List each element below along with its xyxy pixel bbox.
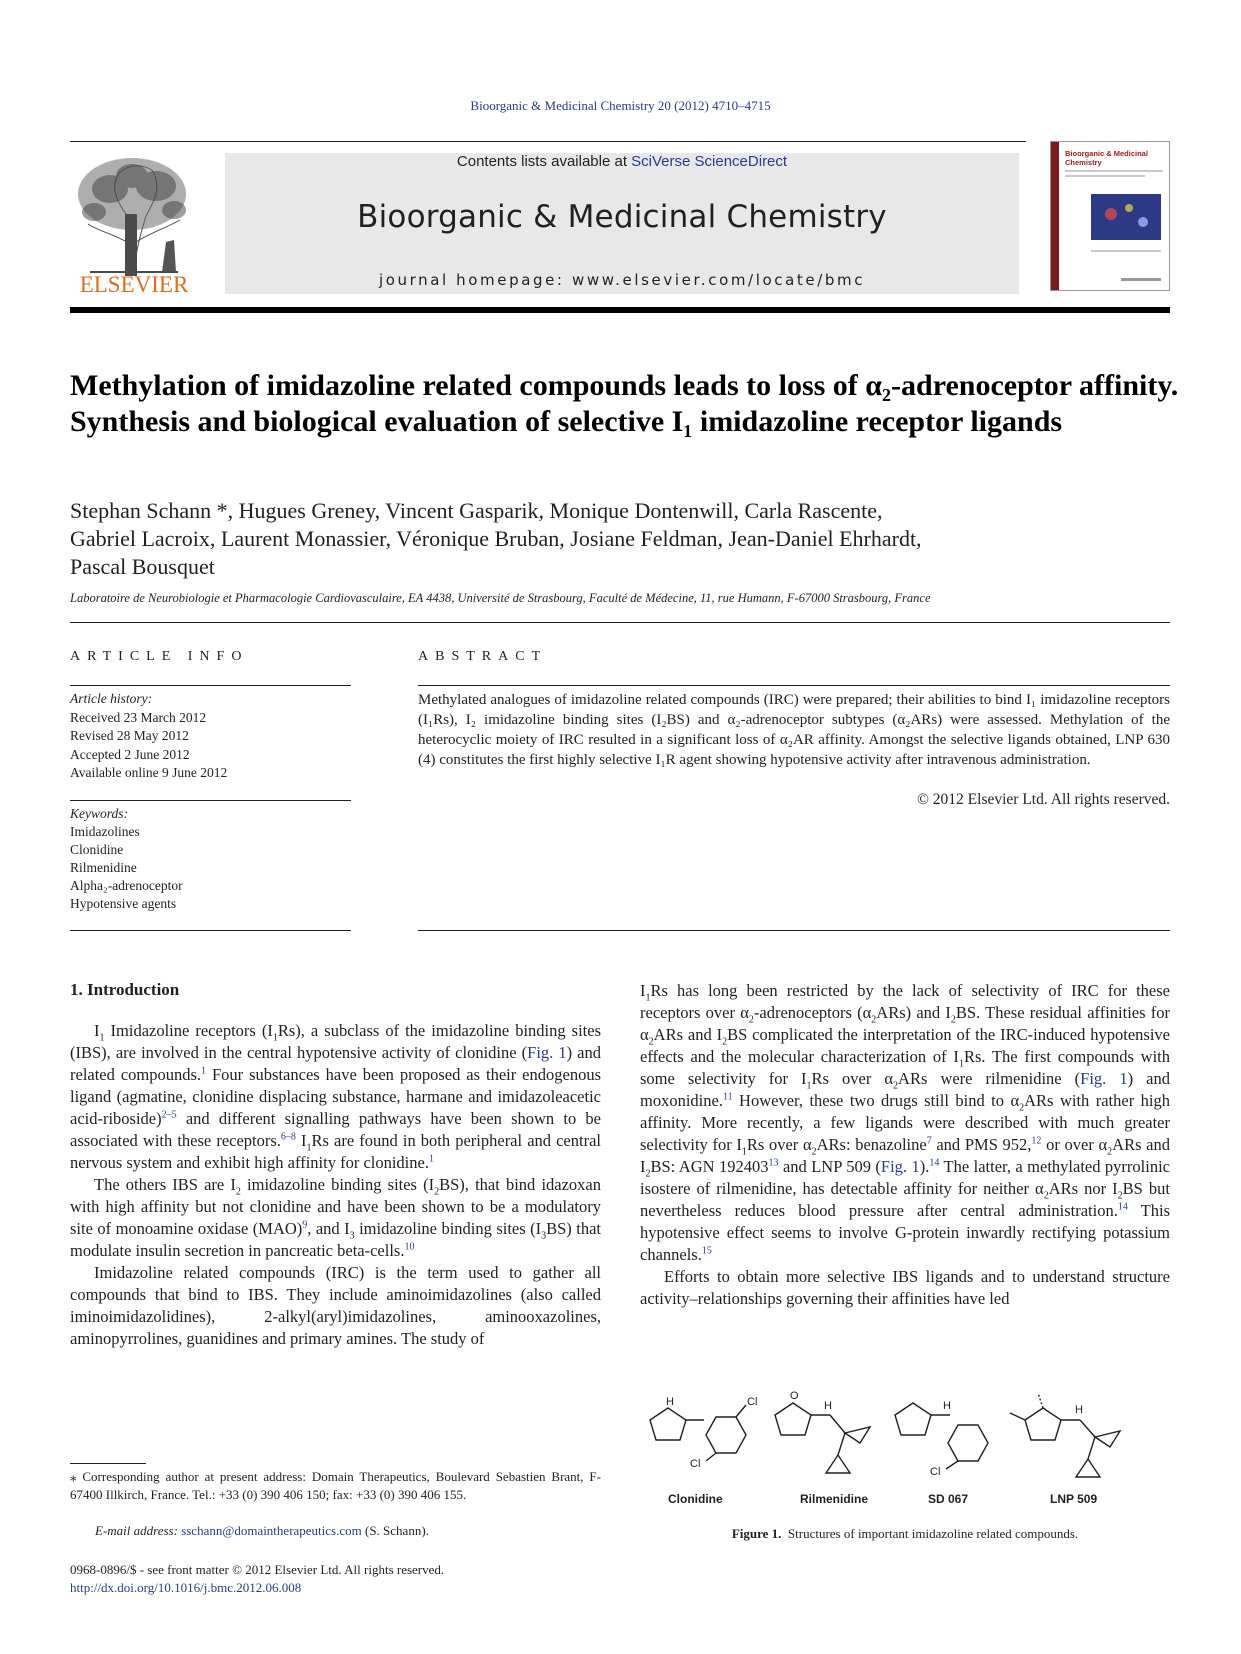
svg-text:Bioorganic & Medicinal: Bioorganic & Medicinal	[1065, 149, 1148, 158]
citation[interactable]: 6–8	[280, 1131, 296, 1143]
abstract-text: Methylated analogues of imidazoline related compounds (IRC) were prepared; their abilities to bind I₁ imidazoline receptors (I₁Rs), I₂ imidazoline binding sites (I₂BS) and α₂-adrenoceptor subtypes (α₂ARs) were assessed. Methylation of the heterocyclic moiety of IRC resulted in a significant loss of α₂AR affinity. Amongst the selective ligands obtained, LNP 630 (4) constitutes the first highly selective I₁R agent showing hypotensive activity after intravenous administration.	[418, 692, 1170, 768]
sciverse-link[interactable]: SciVerse ScienceDirect	[631, 153, 788, 170]
contents-prefix: Contents lists available at	[456, 153, 632, 170]
body-right-column	[640, 980, 1170, 1310]
body-left-column	[70, 1020, 601, 1350]
lnp509-structure	[1010, 1393, 1120, 1477]
keyword-item: Hypotensive agents	[70, 896, 177, 911]
revised-date: Revised 28 May 2012	[70, 728, 189, 743]
figure-label-clonidine: Clonidine	[668, 1492, 723, 1506]
journal-title: Bioorganic & Medicinal Chemistry	[357, 199, 887, 235]
citation[interactable]: 11	[722, 1091, 733, 1103]
issn-line: 0968-0896/$ - see front matter © 2012 Elsevier Ltd. All rights reserved.	[70, 1562, 445, 1577]
info-bottom-rule	[70, 930, 351, 931]
keyword-item: Alpha₂-adrenoceptor	[70, 878, 183, 893]
footnote-rule	[70, 1463, 146, 1464]
svg-text:Chemistry: Chemistry	[1065, 158, 1102, 167]
email-link[interactable]: sschann@domaintherapeutics.com	[181, 1523, 362, 1538]
doi-link[interactable]: http://dx.doi.org/10.1016/j.bmc.2012.06.008	[70, 1580, 302, 1595]
author-list	[70, 497, 1170, 581]
figure-label-rilmenidine: Rilmenidine	[800, 1492, 869, 1506]
corresponding-author-note: ⁎ Corresponding author at present address: Domain Therapeutics, Boulevard Sebastien Brant, F-67400 Illkirch, France. Tel.: +33 (0) 390 406 150; fax: +33 (0) 390 406 155.	[70, 1469, 601, 1502]
figure-ref[interactable]: Fig. 1	[1080, 1069, 1128, 1088]
paragraph: The others IBS are $I_2$ imidazoline binding sites $(I_2BS)$, that bind idazoxan with high affinity but not clonidine and have been shown to be a modulatory site of monoamine oxidase (MAO)$^9$, and $I_3$ imidazoline binding sites $(I_3BS)$ that modulate insulin secretion in pancreatic beta-cells.$^{10}$	[70, 1175, 602, 1260]
affiliation-rule	[70, 622, 1170, 623]
article-title: Methylation of imidazoline related compounds leads to loss of α₂-adrenoceptor affinity. Synthesis and biological evaluation of selective I₁ imidazoline receptor ligands	[70, 369, 1179, 438]
svg-text:H: H	[824, 1400, 832, 1412]
svg-text:Cl: Cl	[930, 1466, 941, 1478]
citation[interactable]: 9	[302, 1219, 308, 1231]
keywords-rule	[70, 800, 351, 801]
figure-1-structures	[640, 1375, 1170, 1515]
figure-label-sd067: SD 067	[928, 1492, 969, 1506]
citation[interactable]: 14	[1117, 1201, 1128, 1213]
citation[interactable]: 2–5	[161, 1109, 177, 1121]
journal-reference[interactable]: Bioorganic & Medicinal Chemistry 20 (2012) 4710–4715	[470, 98, 771, 113]
article-info-rule	[70, 685, 351, 686]
keyword-item: Clonidine	[70, 842, 124, 857]
figure-ref[interactable]: Fig. 1	[880, 1157, 920, 1176]
abstract-heading: ABSTRACT	[418, 649, 548, 664]
svg-text:Cl: Cl	[747, 1396, 758, 1408]
authors-line-1[interactable]: Stephan Schann *, Hugues Greney, Vincent Gasparik, Monique Dontenwill, Carla Rascente,	[70, 498, 883, 523]
svg-text:Cl: Cl	[690, 1458, 701, 1470]
online-date: Available online 9 June 2012	[70, 765, 228, 780]
citation[interactable]: 12	[1031, 1135, 1042, 1147]
figure-caption-text: Structures of important imidazoline related compounds.	[787, 1526, 1079, 1541]
authors-line-3[interactable]: Pascal Bousquet	[70, 554, 215, 579]
section-heading: 1. Introduction	[70, 980, 180, 999]
email-suffix: (S. Schann).	[365, 1523, 429, 1538]
citation[interactable]: 7	[926, 1135, 932, 1147]
paragraph: $I_1Rs$ has long been restricted by the lack of selectivity of IRC for these receptors over $\alpha_2$-adrenoceptors $(\alpha_2ARs)$ and $I_2BS$. These residual affinities for $\alpha_2ARs$ and $I_2BS$ complicated the interpretation of the IRC-induced hypotensive effects and the molecular characterization of $I_1Rs$. The first compounds with some selectivity for $I_1Rs$ over $\alpha_2ARs$ were rilmenidine (Fig. 1) and moxonidine.$^{11}$ However, these two drugs still bind to $\alpha_2ARs$ with rather high affinity. More recently, a few ligands were described with much greater selectivity for $I_1Rs$ over $\alpha_2ARs$: benazoline$^7$ and PMS 952,12 or over $\alpha_2ARs$ and $I_2BS$: AGN 192403$^{13}$ and LNP 509 (Fig. 1).$^{14}$ The latter, a methylated pyrrolinic isostere of rilmenidine, has detectable affinity for neither $\alpha_2ARs$ nor $I_2BS$ but nevertheless reduces blood pressure after central administration.$^{14}$ This hypotensive effect seems to involve G-protein inwardly rectifying potassium channels.$^{15}$	[640, 981, 1171, 1264]
email-label: E-mail address:	[95, 1523, 178, 1538]
paragraph: $I_1$ Imidazoline receptors $(I_1Rs)$, a subclass of the imidazoline binding sites (IBS), are involved in the central hypotensive activity of clonidine (Fig. 1) and related compounds.$^1$ Four substances have been proposed as their endogenous ligand (agmatine, clonidine displacing substance, harmane and imidazoleacetic acid-riboside)$^{2-5}$ and different signalling pathways have been shown to be associated with these receptors.$^{6-8}$ $I_1Rs$ are found in both peripheral and central nervous system and exhibit high affinity for clonidine.$^1$	[70, 1021, 601, 1172]
paragraph: Imidazoline related compounds (IRC) is the term used to gather all compounds that bind to IBS. They include aminoimidazolines (also called iminoimidazolidines), 2-alkyl(aryl)imidazolines, aminooxazolines, aminopyrrolines, guanidines and primary amines. The study of	[70, 1263, 601, 1348]
figure-caption-label: Figure 1.	[731, 1526, 782, 1541]
svg-text:H: H	[666, 1396, 674, 1408]
citation[interactable]: 1	[201, 1065, 207, 1077]
citation[interactable]: 14	[929, 1157, 940, 1169]
cover-image	[1051, 142, 1169, 290]
abstract-bottom-rule	[418, 930, 1170, 931]
affiliation: Laboratoire de Neurobiologie et Pharmacologie Cardiovasculaire, EA 4438, Université de Strasbourg, Faculté de Médecine, 11, rue Humann, F-67000 Strasbourg, France	[70, 591, 931, 605]
issn-block	[70, 1561, 670, 1597]
accepted-date: Accepted 2 June 2012	[70, 746, 190, 762]
abstract-copyright: © 2012 Elsevier Ltd. All rights reserved.	[917, 791, 1170, 808]
header-thick-rule	[70, 307, 1170, 313]
journal-cover-thumbnail[interactable]	[1050, 141, 1170, 291]
received-date: Received 23 March 2012	[70, 709, 207, 725]
figure-ref[interactable]: Fig. 1	[527, 1043, 567, 1062]
citation[interactable]: 10	[404, 1241, 415, 1253]
figure-caption	[640, 1526, 1170, 1542]
history-label: Article history:	[70, 691, 153, 706]
svg-text:O: O	[790, 1390, 799, 1402]
paragraph: Efforts to obtain more selective IBS ligands and to understand structure activity–relationships governing their affinities have led	[640, 1267, 1170, 1308]
contents-line	[225, 153, 1019, 170]
citation[interactable]: 1	[428, 1153, 434, 1165]
keywords-label: Keywords:	[70, 806, 128, 821]
keyword-item: Imidazolines	[70, 824, 140, 839]
citation[interactable]: 13	[768, 1157, 779, 1169]
rilmenidine-structure	[775, 1390, 870, 1473]
sd067-structure	[895, 1400, 988, 1478]
citation[interactable]: 15	[701, 1245, 712, 1257]
svg-text:H: H	[1075, 1404, 1083, 1416]
elsevier-wordmark: ELSEVIER	[79, 272, 189, 297]
keywords-block	[70, 805, 351, 913]
article-history	[70, 690, 351, 783]
email-line	[95, 1523, 595, 1539]
authors-line-2[interactable]: Gabriel Lacroix, Laurent Monassier, Véronique Bruban, Josiane Feldman, Jean-Daniel Ehrhardt,	[70, 526, 922, 551]
journal-homepage[interactable]: journal homepage: www.elsevier.com/locate/bmc	[378, 271, 866, 289]
svg-text:H: H	[943, 1400, 951, 1412]
abstract-rule	[418, 685, 1170, 686]
clonidine-structure	[650, 1396, 757, 1470]
header-rule	[70, 141, 1026, 142]
figure-label-lnp509: LNP 509	[1050, 1492, 1098, 1506]
article-info-heading: ARTICLE INFO	[70, 649, 249, 664]
keyword-item: Rilmenidine	[70, 860, 137, 875]
